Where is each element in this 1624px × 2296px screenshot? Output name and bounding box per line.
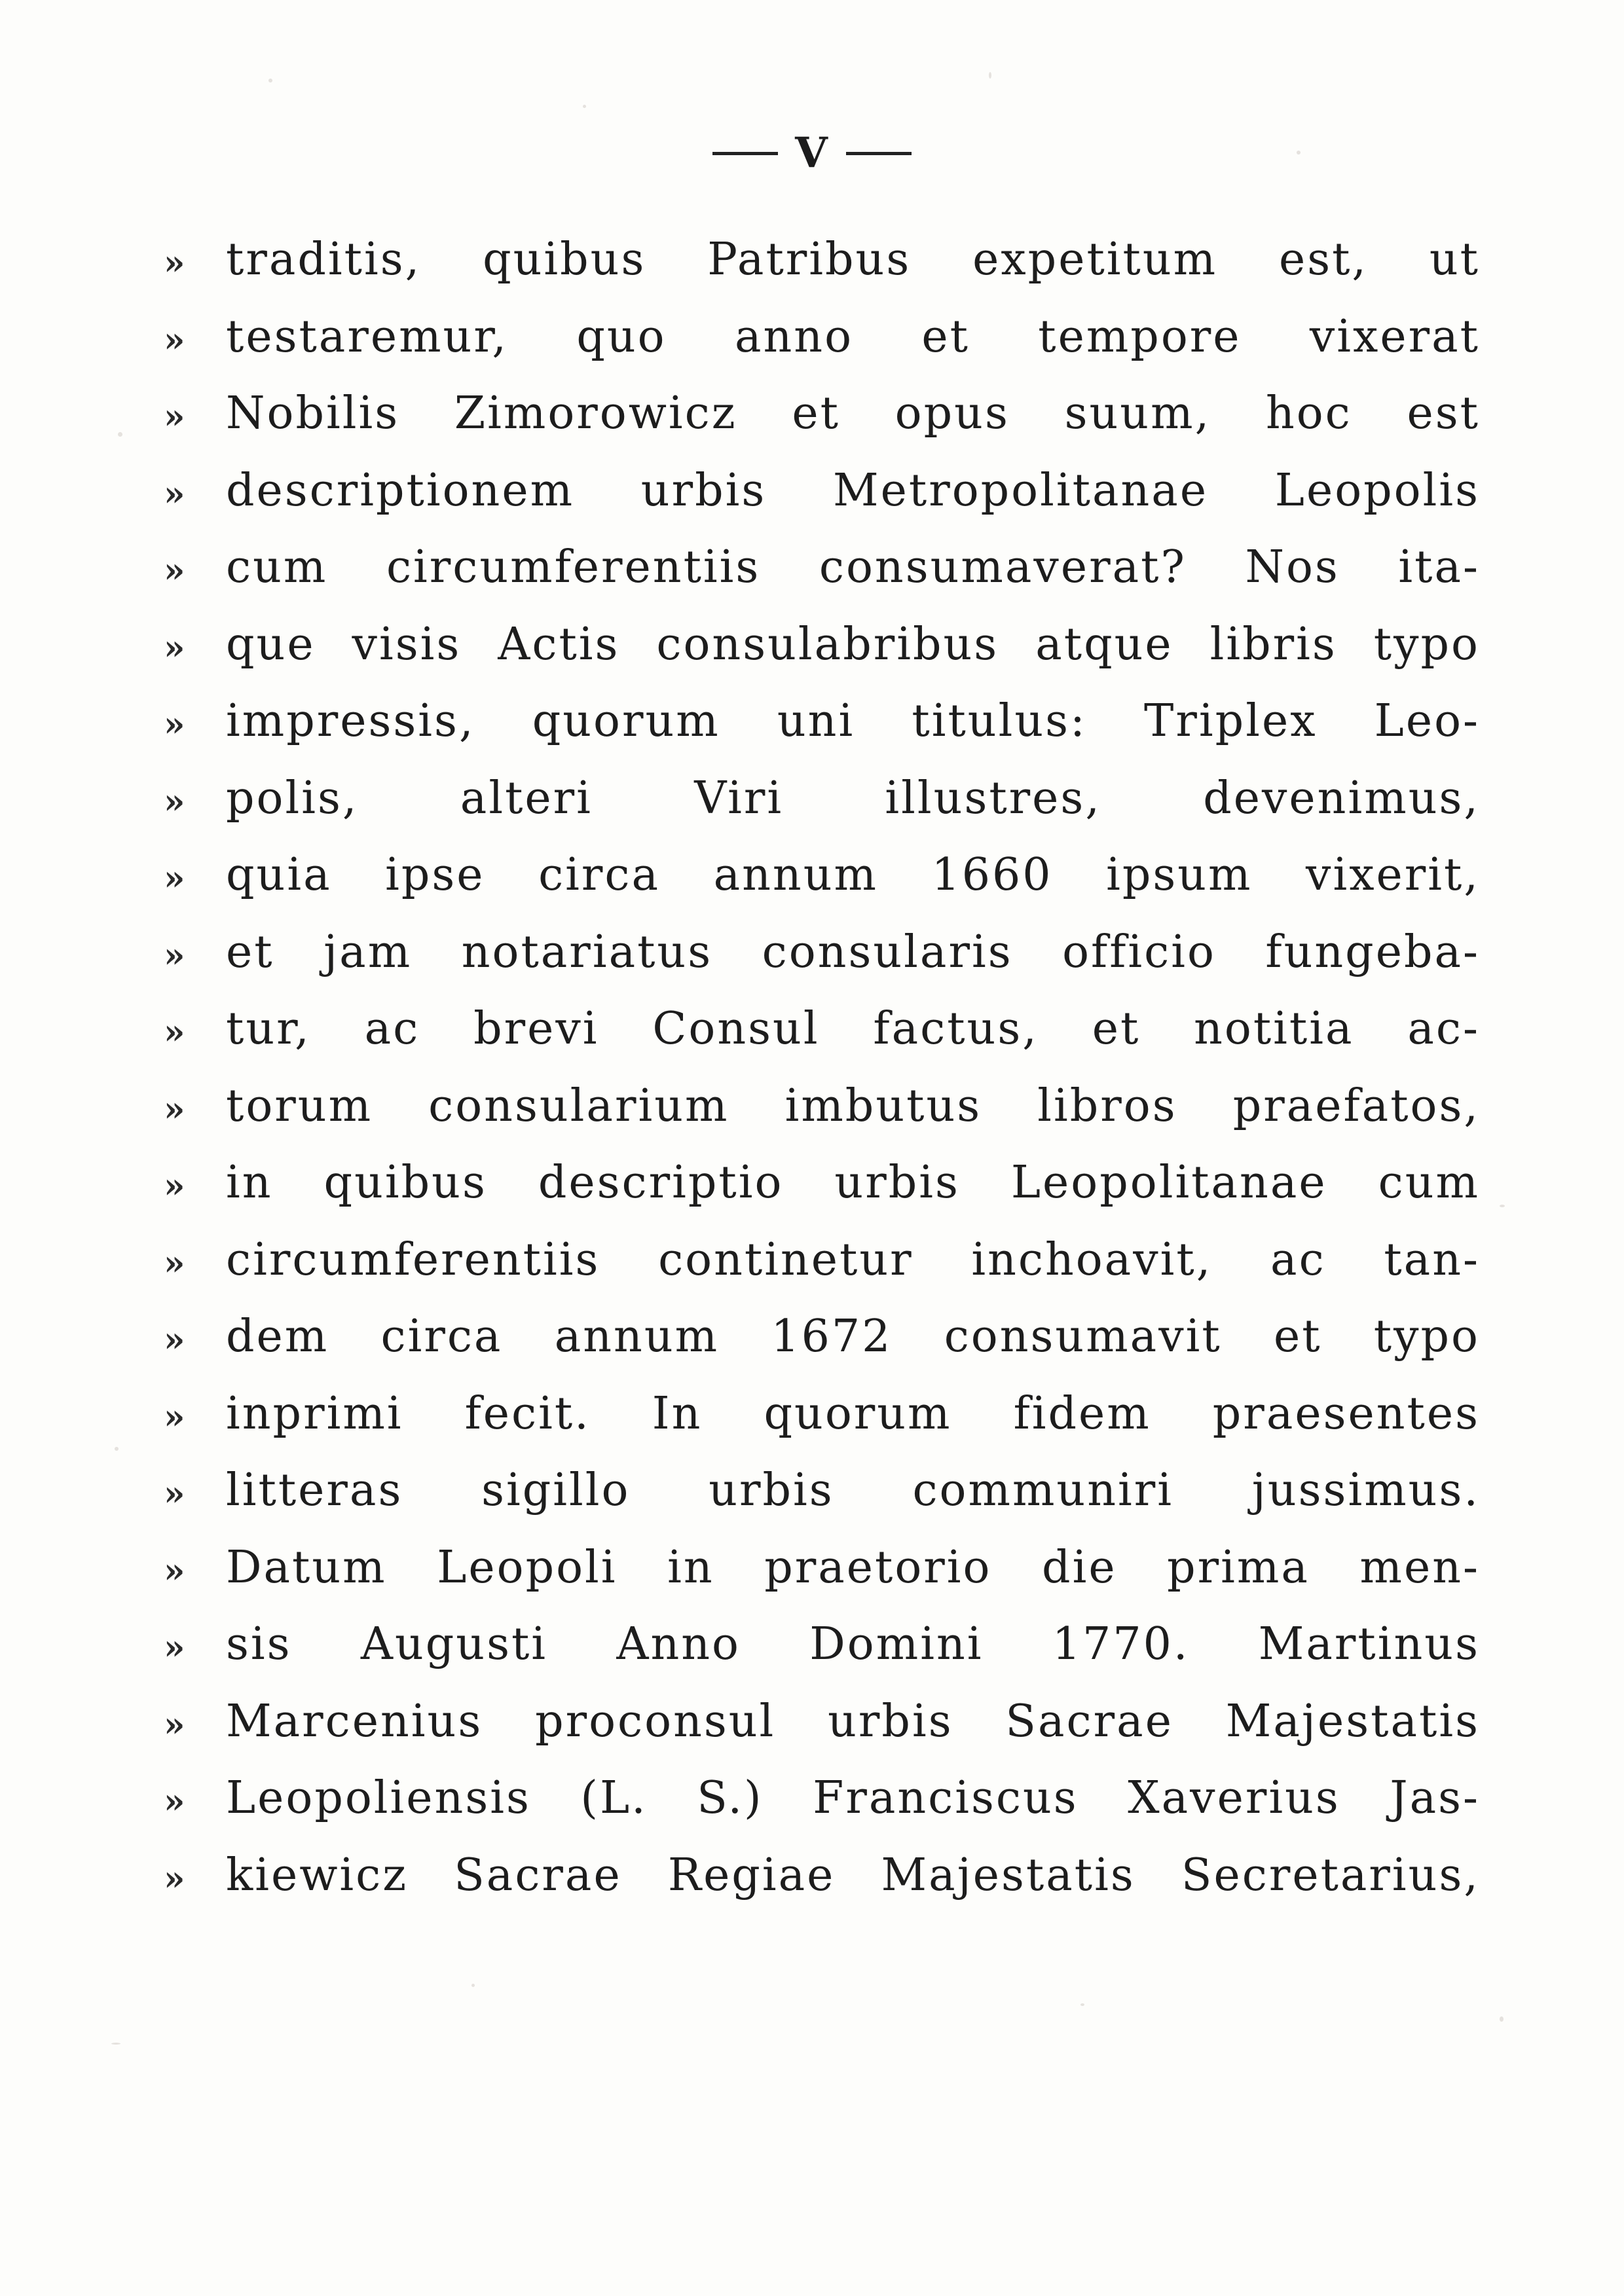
text-line bbox=[164, 760, 1480, 837]
header-dash-right bbox=[846, 152, 912, 155]
quote-mark: » bbox=[164, 704, 185, 744]
quote-mark: » bbox=[164, 1089, 185, 1129]
quote-mark: » bbox=[164, 397, 185, 437]
text-line bbox=[164, 529, 1480, 606]
paper-speck bbox=[1500, 2016, 1504, 2022]
paper-speck bbox=[471, 1984, 475, 1987]
quote-mark: » bbox=[164, 1781, 185, 1821]
quote-mark: » bbox=[164, 1474, 185, 1514]
quote-mark: » bbox=[164, 1704, 185, 1745]
paper-speck bbox=[1080, 2003, 1084, 2006]
line-text: circumferentiis continetur inchoavit, ac tan- bbox=[226, 1233, 1480, 1286]
line-text: traditis, quibus Patribus expetitum est, ut bbox=[226, 234, 1480, 285]
quote-mark: » bbox=[164, 1628, 185, 1667]
quote-mark: » bbox=[164, 1320, 185, 1360]
text-line bbox=[164, 914, 1480, 991]
paper-speck bbox=[989, 72, 991, 79]
text-line bbox=[164, 1298, 1480, 1376]
text-line bbox=[164, 375, 1480, 452]
text-line bbox=[164, 1683, 1480, 1760]
paper-speck bbox=[268, 79, 272, 82]
header-dash-left bbox=[712, 152, 778, 155]
line-text: Nobilis Zimorowicz et opus suum, hoc est bbox=[226, 388, 1480, 439]
quote-mark: » bbox=[164, 935, 185, 975]
line-text: cum circumferentiis consumaverat? Nos ita- bbox=[226, 541, 1480, 593]
line-text: litteras sigillo urbis communiri jussimus. bbox=[226, 1465, 1480, 1516]
page-number-header bbox=[0, 128, 1624, 177]
line-text: Marcenius proconsul urbis Sacrae Majestatis bbox=[226, 1695, 1480, 1747]
text-line bbox=[164, 991, 1480, 1068]
quote-mark: » bbox=[164, 1243, 185, 1283]
text-line bbox=[164, 299, 1480, 376]
line-text: Datum Leopoli in praetorio die prima men- bbox=[226, 1541, 1480, 1594]
text-line bbox=[164, 452, 1480, 530]
quote-mark: » bbox=[164, 627, 185, 668]
quote-mark: » bbox=[164, 1858, 185, 1899]
text-line bbox=[164, 1837, 1480, 1914]
text-line bbox=[164, 837, 1480, 914]
page-number: V bbox=[795, 128, 829, 177]
text-line bbox=[164, 1606, 1480, 1683]
quote-mark: » bbox=[164, 243, 185, 283]
text-line bbox=[164, 1760, 1480, 1837]
text-line bbox=[164, 1529, 1480, 1607]
line-text: quia ipse circa annum 1660 ipsum vixerit, bbox=[226, 849, 1480, 901]
paper-speck bbox=[111, 2043, 120, 2045]
line-text: dem circa annum 1672 consumavit et typo bbox=[226, 1311, 1480, 1362]
paper-speck bbox=[118, 432, 122, 437]
line-text: et jam notariatus consularis officio fungeba- bbox=[226, 926, 1480, 978]
paper-speck bbox=[583, 105, 586, 108]
quote-mark: » bbox=[164, 551, 185, 591]
line-text: inprimi fecit. In quorum fidem praesentes bbox=[226, 1387, 1480, 1440]
quote-mark: » bbox=[164, 1166, 185, 1206]
quote-mark: » bbox=[164, 1396, 185, 1437]
line-text: torum consularium imbutus libros praefatos, bbox=[226, 1080, 1480, 1132]
text-line bbox=[164, 1068, 1480, 1145]
line-text: descriptionem urbis Metropolitanae Leopolis bbox=[226, 464, 1480, 517]
line-text: Leopoliensis (L. S.) Franciscus Xaverius Jas- bbox=[226, 1772, 1480, 1824]
paper-speck bbox=[1500, 1205, 1505, 1207]
quote-mark: » bbox=[164, 1012, 185, 1052]
line-text: kiewicz Sacrae Regiae Majestatis Secretarius, bbox=[226, 1849, 1480, 1901]
quote-mark: » bbox=[164, 319, 185, 360]
text-line bbox=[164, 221, 1480, 299]
body-text bbox=[164, 221, 1480, 1914]
quote-mark: » bbox=[164, 1550, 185, 1591]
text-line bbox=[164, 1376, 1480, 1453]
text-line bbox=[164, 1222, 1480, 1299]
paper-speck bbox=[115, 1447, 119, 1451]
line-text: in quibus descriptio urbis Leopolitanae cum bbox=[226, 1157, 1480, 1209]
quote-mark: » bbox=[164, 858, 185, 898]
quote-mark: » bbox=[164, 781, 185, 822]
text-line bbox=[164, 1144, 1480, 1222]
text-line bbox=[164, 683, 1480, 760]
quote-mark: » bbox=[164, 473, 185, 514]
line-text: que visis Actis consulabribus atque libris typo bbox=[226, 618, 1480, 670]
line-text: sis Augusti Anno Domini 1770. Martinus bbox=[226, 1618, 1480, 1670]
line-text: impressis, quorum uni titulus: Triplex Leo- bbox=[226, 695, 1480, 747]
line-text: testaremur, quo anno et tempore vixerat bbox=[226, 310, 1480, 363]
line-text: polis, alteri Viri illustres, devenimus, bbox=[226, 772, 1480, 824]
text-line bbox=[164, 1452, 1480, 1529]
text-line bbox=[164, 606, 1480, 683]
line-text: tur, ac brevi Consul factus, et notitia ac- bbox=[226, 1003, 1480, 1055]
